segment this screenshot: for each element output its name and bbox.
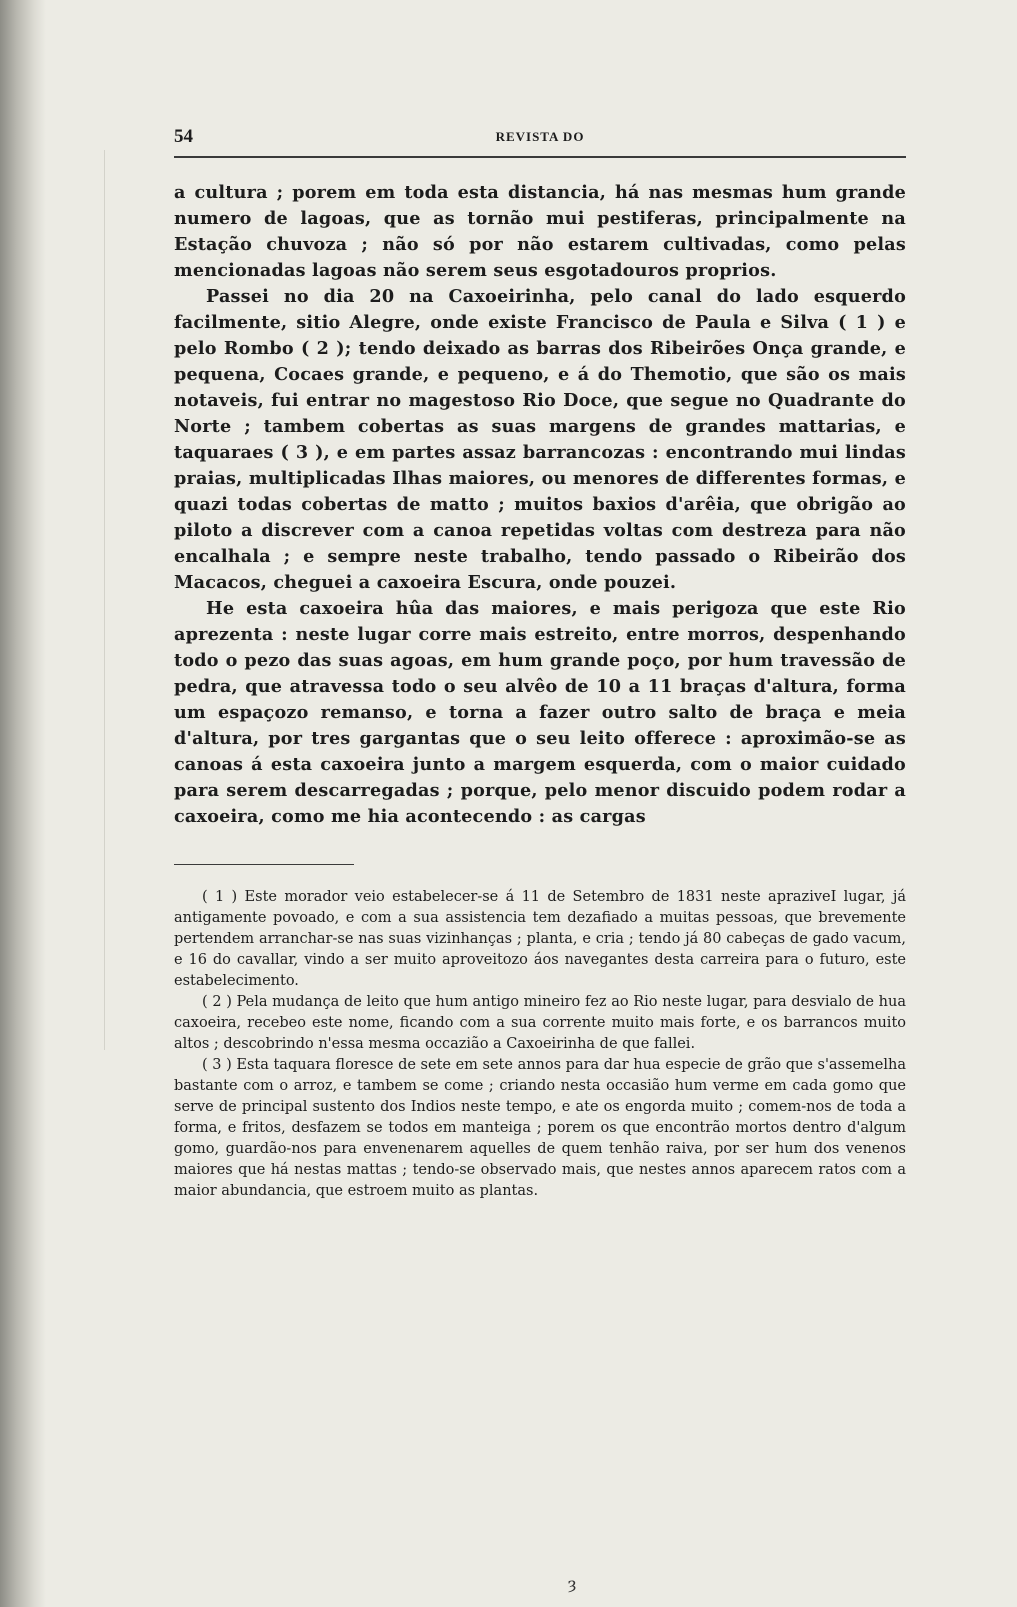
body-paragraph: Passei no dia 20 na Caxoeirinha, pelo canal do lado esquerdo facilmente, sitio Alegre, onde existe Francisco de Paula e Silva ( 1 ) e pelo Rombo ( 2 ); tendo deixado as barras dos Ribeirões Onça grande, e pequena, Cocaes grande, e pequeno, e á do Themotio, que são os mais notaveis, fui entrar no magestoso Rio Doce, que segue no Quadrante do Norte ; tambem cobertas as suas margens de grandes mattarias, e taquaraes ( 3 ), e em partes assaz barrancozas : encontrando mui lindas praias, multiplicadas Ilhas maiores, ou menores de differentes formas, e quazi todas cobertas de matto ; muitos baxios d'arêia, que obrigão ao piloto a discrever com a canoa repetidas voltas com destreza para não encalhala ; e sempre neste trabalho, tendo passado o Ribeirão dos Macacos, cheguei a caxoeira Escura, onde pouzei. <box>174 286 906 593</box>
book-page <box>174 126 906 1586</box>
body-paragraph: He esta caxoeira hûa das maiores, e mais perigoza que este Rio aprezenta : neste lugar corre mais estreito, entre morros, despenhando todo o pezo das suas agoas, em hum grande poço, por hum travessão de pedra, que atravessa todo o seu alvêo de 10 a 11 braças d'altura, forma um espaçozo remanso, e torna a fazer outro salto de braça e meia d'altura, por tres gargantas que o seu leito offerece : aproximão-se as canoas á esta caxoeira junto a margem esquerda, com o maior cuidado para serem descarregadas ; porque, pelo menor discuido podem rodar a caxoeira, como me hia acontecendo : as cargas <box>174 598 906 827</box>
footnote-rule <box>174 864 354 865</box>
page-number: 54 <box>174 126 193 147</box>
binding-edge <box>0 0 46 1607</box>
header-rule <box>174 156 906 158</box>
body-text <box>174 180 906 830</box>
footnote-2: ( 2 ) Pela mudança de leito que hum antigo mineiro fez ao Rio neste lugar, para desvialo de hua caxoeira, recebeo este nome, ficando com a sua corrente muito mais forte, e os barrancos muito altos ; descobrindo n'essa mesma occazião a Caxoeirinha de que fallei. <box>174 994 906 1052</box>
running-head <box>174 126 906 152</box>
running-title: REVISTA DO <box>495 129 585 144</box>
footnote-3: ( 3 ) Esta taquara floresce de sete em sete annos para dar hua especie de grão que s'assemelha bastante com o arroz, e tambem se come ; criando nesta occasião hum verme em cada gomo que serve de principal sustento dos Indios neste tempo, e ate os engorda muito ; comem-nos de toda a forma, e fritos, desfazem se todos em manteiga ; porem os que encontrão mortos dentro d'algum gomo, guardão-nos para envenenarem aquelles de quem tenhão raiva, por ser hum dos venenos maiores que há nestas mattas ; tendo-se observado mais, que nestes annos aparecem ratos com a maior abundancia, que estroem muito as plantas. <box>174 1057 906 1199</box>
body-paragraph: a cultura ; porem em toda esta distancia, há nas mesmas hum grande numero de lagoas, que as tornão mui pestiferas, principalmente na Estação chuvoza ; não só por não estarem cultivadas, como pelas mencionadas lagoas não serem seus esgotadouros proprios. <box>174 182 906 281</box>
binding-shadow-line <box>104 150 105 1050</box>
stray-ink-mark: ȝ <box>568 1574 577 1593</box>
footnote-1: ( 1 ) Este morador veio estabelecer-se á 11 de Setembro de 1831 neste apraziveI lugar, já antigamente povoado, e com a sua assistencia tem dezafiado a muitas pessoas, que brevemente pertendem arranchar-se nas suas vizinhanças ; planta, e cria ; tendo já 80 cabeças de gado vacum, e 16 do cavallar, vindo a ser muito aproveitozo áos navegantes desta carreira para o futuro, este estabelecimento. <box>174 889 906 989</box>
footnotes <box>174 887 906 1202</box>
